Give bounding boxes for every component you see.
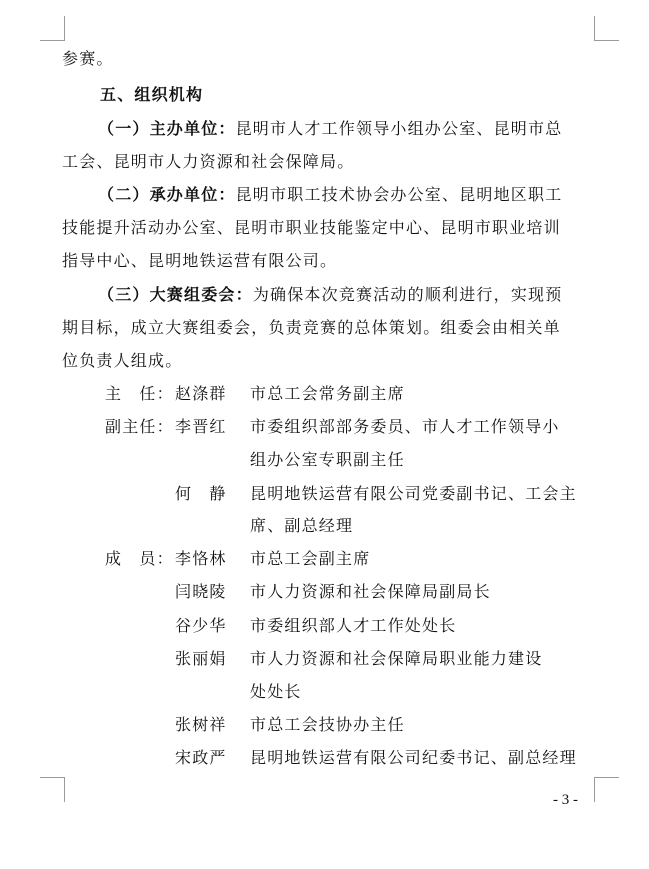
crop-mark-top-right [594,16,619,41]
member-name: 张树祥 [175,715,227,734]
member-duty: 市委组织部人才工作处处长 [250,616,457,635]
organizer-label: （二）承办单位： [98,185,236,204]
organizer-text-3: 指导中心、昆明地铁运营有限公司。 [62,251,338,270]
committee-label: （三）大赛组委会： [98,285,253,304]
member-duty: 市委组织部部务委员、市人才工作领导小 [250,417,560,436]
member-duty-continued: 席、副总经理 [250,516,354,535]
member-role: 主 任： [105,384,174,403]
member-name: 谷少华 [175,616,227,635]
member-duty: 市总工会副主席 [250,549,371,568]
organizer-paragraph-line-1 [98,184,562,206]
section-title: 五、组织机构 [100,85,204,104]
crop-mark-bottom-right [594,777,619,802]
crop-mark-bottom-left [40,777,65,802]
member-duty: 昆明地铁运营有限公司党委副书记、工会主 [250,484,577,503]
organizer-text-2: 技能提升活动办公室、昆明市职业技能鉴定中心、昆明市职业培训 [62,218,561,237]
member-duty: 市人力资源和社会保障局副局长 [250,582,491,601]
host-paragraph-line-1 [98,118,562,140]
member-role: 成 员： [105,549,174,568]
host-text-1: 昆明市人才工作领导小组办公室、昆明市总 [235,119,563,138]
member-duty-continued: 处处长 [250,682,302,701]
member-name: 赵涤群 [175,384,227,403]
member-duty: 市人力资源和社会保障局职业能力建设 [250,649,543,668]
member-duty: 市总工会常务副主席 [250,384,405,403]
host-label: （一）主办单位： [98,119,236,138]
member-role: 副主任： [105,417,174,436]
member-duty-continued: 组办公室专职副主任 [250,450,405,469]
member-duty: 昆明地铁运营有限公司纪委书记、副总经理 [250,748,577,767]
committee-text-2: 期目标，成立大赛组委会，负责竞赛的总体策划。组委会由相关单 [62,318,561,337]
committee-paragraph-line-1 [98,284,562,306]
member-duty: 市总工会技协办主任 [250,715,405,734]
intro-tail-text: 参赛。 [62,49,114,68]
committee-text-3: 位负责人组成。 [62,351,183,370]
member-name: 闫晓陵 [175,582,227,601]
member-name: 李恪林 [175,549,227,568]
crop-mark-top-left [40,16,65,41]
organizer-text-1: 昆明市职工技术协会办公室、昆明地区职工 [235,185,563,204]
page-number: - 3 - [553,792,578,808]
member-name: 宋政严 [175,748,227,767]
member-name: 李晋红 [175,417,227,436]
member-name: 何 静 [175,484,227,503]
committee-text-1: 为确保本次竞赛活动的顺利进行，实现预 [252,285,563,304]
host-text-2: 工会、昆明市人力资源和社会保障局。 [62,152,355,171]
member-name: 张丽娟 [175,649,227,668]
